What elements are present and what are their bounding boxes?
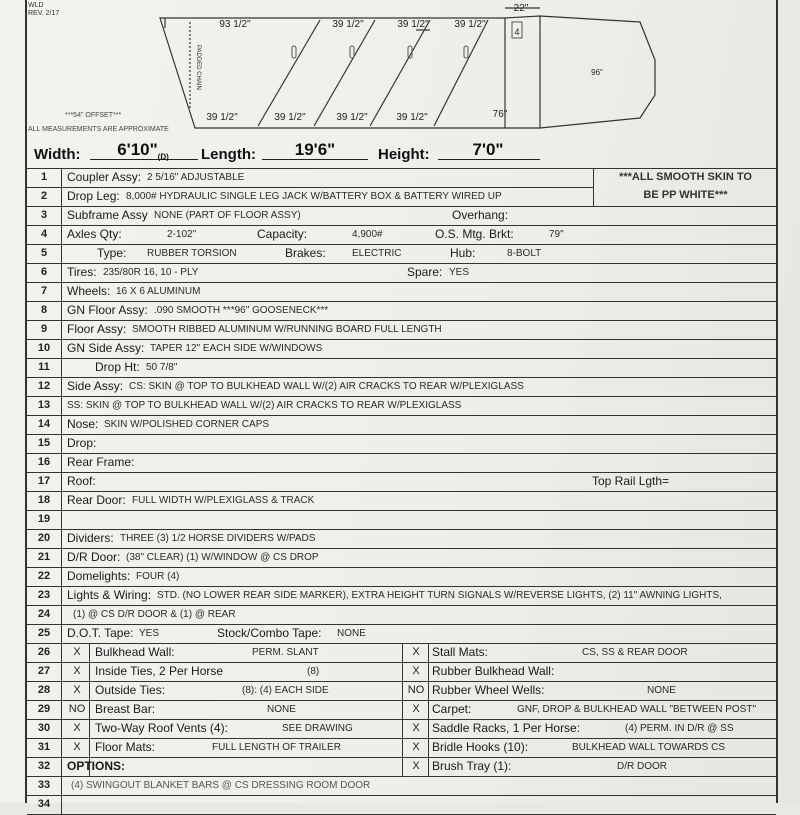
- option-value-right: NONE: [647, 685, 676, 696]
- row-label: Floor Assy:: [67, 322, 127, 336]
- row-number: 33: [27, 776, 62, 795]
- table-row: [27, 358, 776, 378]
- row-number: 12: [27, 377, 62, 396]
- dim-bottom-4: 39 1/2": [396, 112, 428, 123]
- row-label: D/R Door:: [67, 550, 121, 564]
- option-value-left: NONE: [267, 704, 296, 715]
- row-value: FOUR (4): [136, 571, 180, 582]
- dim-bottom-1: 39 1/2": [206, 112, 238, 123]
- row-number: 20: [27, 529, 62, 548]
- width-value-text: 6'10": [117, 140, 158, 159]
- col-divider: [89, 662, 90, 681]
- circled-count: 4: [514, 27, 520, 37]
- col-divider: [402, 700, 403, 719]
- row-label: GN Floor Assy:: [67, 303, 148, 317]
- col-divider: [428, 757, 429, 776]
- table-row: [27, 415, 776, 435]
- row-label-3: Hub:: [450, 246, 476, 260]
- col-divider: [89, 719, 90, 738]
- table-row: [27, 377, 776, 397]
- col-divider: [428, 662, 429, 681]
- option-label-right: Bridle Hooks (10):: [432, 740, 529, 754]
- row-number: 10: [27, 339, 62, 358]
- col-divider: [89, 738, 90, 757]
- row-number: 9: [27, 320, 62, 339]
- option-check-right: X: [412, 760, 420, 772]
- row-number: 34: [27, 795, 62, 814]
- table-row: [27, 339, 776, 359]
- row-value: 235/80R 16, 10 - PLY: [103, 267, 199, 278]
- length-value: 19'6": [294, 140, 336, 159]
- option-check-right: X: [412, 646, 420, 658]
- stall-divider-2: [314, 20, 375, 126]
- row-label: Side Assy:: [67, 379, 124, 393]
- row-value: SKIN W/POLISHED CORNER CAPS: [104, 419, 270, 430]
- row-number: 32: [27, 757, 62, 776]
- col-divider: [402, 643, 403, 662]
- table-row: [27, 472, 776, 492]
- option-row: [27, 681, 776, 701]
- col-divider: [428, 681, 429, 700]
- row-number: 27: [27, 662, 62, 681]
- row-label: Domelights:: [67, 569, 131, 583]
- option-label-left: Inside Ties, 2 Per Horse: [95, 664, 224, 678]
- stall-divider-3: [370, 20, 430, 126]
- row-number: 15: [27, 434, 62, 453]
- row-number: 24: [27, 605, 62, 624]
- row-number: 7: [27, 282, 62, 301]
- option-check-right: X: [412, 703, 420, 715]
- col-divider: [428, 738, 429, 757]
- row-label-2: Brakes:: [285, 246, 326, 260]
- offset-note: ***54" OFFSET***: [65, 112, 122, 119]
- col-divider: [402, 757, 403, 776]
- option-label-right: Stall Mats:: [432, 645, 489, 659]
- dim-bottom-2: 39 1/2": [274, 112, 306, 123]
- row-value: (38" CLEAR) (1) W/WINDOW @ CS DROP: [126, 552, 319, 563]
- option-row: [27, 662, 776, 682]
- col-divider: [428, 643, 429, 662]
- option-value-right: GNF, DROP & BULKHEAD WALL "BETWEEN POST": [517, 704, 756, 715]
- option-label-left: Two-Way Roof Vents (4):: [95, 721, 228, 735]
- row-number: 25: [27, 624, 62, 643]
- row-label: Drop Leg:: [67, 189, 120, 203]
- tie-ring-4: [464, 46, 468, 58]
- row-number: 4: [27, 225, 62, 244]
- gooseneck-outline: [505, 16, 655, 128]
- row-value: SMOOTH RIBBED ALUMINUM W/RUNNING BOARD FULL LENGTH: [132, 324, 442, 335]
- row-number: 28: [27, 681, 62, 700]
- width-suffix: (D): [157, 152, 169, 162]
- option-row: [27, 719, 776, 739]
- option-row: [27, 738, 776, 758]
- row-value: FULL WIDTH W/PLEXIGLASS & TRACK: [132, 495, 315, 506]
- table-row: [27, 282, 776, 302]
- table-row: [27, 776, 776, 796]
- option-label-left: Floor Mats:: [95, 740, 156, 754]
- option-value-left: FULL LENGTH OF TRAILER: [212, 742, 341, 753]
- option-value-right: CS, SS & REAR DOOR: [582, 647, 688, 658]
- approx-note: ALL MEASUREMENTS ARE APPROXIMATE: [28, 126, 169, 133]
- row-label: Drop Ht:: [95, 360, 140, 374]
- option-value-right: (4) PERM. IN D/R @ SS: [625, 723, 734, 734]
- row-label: Axles Qty:: [67, 227, 122, 241]
- option-value-left: (8): [307, 666, 320, 677]
- row-number: 23: [27, 586, 62, 605]
- row-value: TAPER 12" EACH SIDE W/WINDOWS: [150, 343, 323, 354]
- col-divider: [428, 700, 429, 719]
- row-label-2: Stock/Combo Tape:: [217, 626, 322, 640]
- smooth-skin-note-line2: BE PP WHITE***: [643, 189, 728, 201]
- option-row: [27, 757, 776, 777]
- option-check-left: X: [73, 665, 81, 677]
- row-number: 29: [27, 700, 62, 719]
- row-number: 19: [27, 510, 62, 529]
- row-value-3: 79": [549, 229, 564, 240]
- row-number: 21: [27, 548, 62, 567]
- stall-divider-4: [434, 20, 488, 126]
- row-value: 8,000# HYDRAULIC SINGLE LEG JACK W/BATTERY BOX & BATTERY WIRED UP: [126, 191, 502, 202]
- stall-divider-1: [258, 20, 320, 126]
- row-label: Tires:: [67, 265, 97, 279]
- option-row: [27, 643, 776, 663]
- table-row: [27, 396, 776, 416]
- table-row: [27, 795, 776, 815]
- row-label: Subframe Assy: [67, 208, 148, 222]
- row-number: 14: [27, 415, 62, 434]
- row-value: 50 7/8": [146, 362, 178, 373]
- row-value: (4) SWINGOUT BLANKET BARS @ CS DRESSING ROOM DOOR: [71, 780, 371, 791]
- table-row: [27, 605, 776, 625]
- option-label-left: OPTIONS:: [67, 759, 126, 773]
- dim-top-1: 93 1/2": [219, 19, 251, 30]
- row-number: 2: [27, 187, 62, 206]
- row-label: Roof:: [67, 474, 96, 488]
- option-check-right: X: [412, 722, 420, 734]
- row-value-2: NONE: [337, 628, 366, 639]
- row-value-2: ELECTRIC: [352, 248, 402, 259]
- option-row: [27, 700, 776, 720]
- row-value: NONE (PART OF FLOOR ASSY): [154, 210, 301, 221]
- row-label-2: Overhang:: [452, 208, 509, 222]
- row-value: STD. (NO LOWER REAR SIDE MARKER), EXTRA HEIGHT TURN SIGNALS W/REVERSE LIGHTS, (2) 11" AWNING LIGHTS,: [157, 590, 722, 601]
- row-label: D.O.T. Tape:: [67, 626, 134, 640]
- row-number: 31: [27, 738, 62, 757]
- table-row: [27, 529, 776, 549]
- option-label-right: Saddle Racks, 1 Per Horse:: [432, 721, 581, 735]
- col-divider: [89, 700, 90, 719]
- table-row: [27, 320, 776, 340]
- option-value-left: PERM. SLANT: [252, 647, 319, 658]
- table-row: [27, 491, 776, 511]
- option-label-right: Rubber Bulkhead Wall:: [432, 664, 555, 678]
- dim-top-5: 22": [513, 3, 529, 14]
- row-number: 8: [27, 301, 62, 320]
- row-label-2: Spare:: [407, 265, 443, 279]
- table-row: [27, 567, 776, 587]
- row-value-3: 8-BOLT: [507, 248, 542, 259]
- table-row: [27, 301, 776, 321]
- option-check-left: X: [73, 646, 81, 658]
- table-row: [27, 244, 776, 264]
- row-label: Wheels:: [67, 284, 111, 298]
- row-value: CS: SKIN @ TOP TO BULKHEAD WALL W/(2) AIR CRACKS TO REAR W/PLEXIGLASS: [129, 381, 524, 392]
- option-label-right: Brush Tray (1):: [432, 759, 512, 773]
- option-check-right: X: [412, 665, 420, 677]
- length-label: Length:: [201, 146, 256, 163]
- col-divider: [428, 719, 429, 738]
- gooseneck-dim: 96": [591, 68, 603, 77]
- option-check-right: X: [412, 741, 420, 753]
- row-value: THREE (3) 1/2 HORSE DIVIDERS W/PADS: [120, 533, 316, 544]
- row-label: Type:: [97, 246, 127, 260]
- row-number: 30: [27, 719, 62, 738]
- row-label: Rear Door:: [67, 493, 126, 507]
- option-value-left: SEE DRAWING: [282, 723, 353, 734]
- table-row: [27, 624, 776, 644]
- col-divider: [402, 681, 403, 700]
- row-number: 17: [27, 472, 62, 491]
- dimensions-row: [28, 140, 588, 168]
- option-label-right: Rubber Wheel Wells:: [432, 683, 545, 697]
- row-number: 6: [27, 263, 62, 282]
- dim-top-2: 39 1/2": [332, 19, 364, 30]
- option-value-right: BULKHEAD WALL TOWARDS CS: [572, 742, 725, 753]
- width-value: [108, 140, 178, 161]
- table-row: [27, 434, 776, 454]
- row-number: 11: [27, 358, 62, 377]
- row-number: 26: [27, 643, 62, 662]
- row-value: 16 X 6 ALUMINUM: [116, 286, 201, 297]
- row-number: 18: [27, 491, 62, 510]
- row-value-2: YES: [449, 267, 470, 278]
- option-value-left: (8): (4) EACH SIDE: [242, 685, 329, 696]
- height-value: 7'0": [472, 140, 504, 159]
- col-divider: [402, 738, 403, 757]
- height-label: Height:: [378, 146, 430, 163]
- option-check-left: X: [73, 722, 81, 734]
- table-row: [27, 187, 593, 207]
- row-label: Rear Frame:: [67, 455, 135, 469]
- row-label: Dividers:: [67, 531, 114, 545]
- table-row: [27, 263, 776, 283]
- table-row: [27, 225, 776, 245]
- row-label-2: Capacity:: [257, 227, 308, 241]
- row-value-2: 4,900#: [352, 229, 383, 240]
- width-label: Width:: [34, 146, 81, 163]
- tie-ring-2: [350, 46, 354, 58]
- row-label: GN Side Assy:: [67, 341, 145, 355]
- option-label-right: Carpet:: [432, 702, 472, 716]
- option-label-left: Bulkhead Wall:: [95, 645, 175, 659]
- row-value: RUBBER TORSION: [147, 248, 237, 259]
- row-label: Lights & Wiring:: [67, 588, 152, 602]
- row-number: 3: [27, 206, 62, 225]
- row-label: Nose:: [67, 417, 99, 431]
- row-label: Drop:: [67, 436, 97, 450]
- row-value: (1) @ CS D/R DOOR & (1) @ REAR: [73, 609, 236, 620]
- option-check-left: NO: [68, 703, 86, 715]
- row-value: SS: SKIN @ TOP TO BULKHEAD WALL W/(2) AIR CRACKS TO REAR W/PLEXIGLASS: [67, 400, 462, 411]
- table-row: [27, 510, 776, 530]
- row-value: 2-102": [167, 229, 197, 240]
- smooth-skin-note-line1: ***ALL SMOOTH SKIN TO: [619, 171, 752, 183]
- dim-top-3: 39 1/2": [397, 19, 429, 30]
- option-check-left: X: [73, 741, 81, 753]
- row-number: 1: [27, 168, 62, 187]
- col-divider: [89, 681, 90, 700]
- table-row: [27, 168, 593, 188]
- row-value: 2 5/16" ADJUSTABLE: [147, 172, 245, 183]
- dim-top-4: 39 1/2": [454, 19, 486, 30]
- row-number: 16: [27, 453, 62, 472]
- option-value-right: D/R DOOR: [617, 761, 667, 772]
- row-label-2: Top Rail Lgth=: [592, 474, 670, 488]
- option-check-right: NO: [407, 684, 425, 696]
- col-divider: [402, 719, 403, 738]
- dim-bottom-5: 76": [492, 109, 508, 120]
- row-number: 5: [27, 244, 62, 263]
- row-value: .090 SMOOTH ***96" GOOSENECK***: [154, 305, 329, 316]
- spec-table: [27, 168, 776, 810]
- col-divider: [402, 662, 403, 681]
- col-divider: [89, 643, 90, 662]
- option-label-left: Breast Bar:: [95, 702, 156, 716]
- dim-bottom-3: 39 1/2": [336, 112, 368, 123]
- row-number: 13: [27, 396, 62, 415]
- table-row: [27, 548, 776, 568]
- smooth-skin-note: [593, 168, 777, 207]
- form-revision: REV. 2/17: [28, 10, 60, 17]
- tie-ring-1: [292, 46, 296, 58]
- table-row: [27, 206, 776, 226]
- table-row: [27, 453, 776, 473]
- padded-chain-label: PADDED CHAIN: [195, 45, 201, 90]
- option-check-left: X: [73, 684, 81, 696]
- row-label: Coupler Assy:: [67, 170, 142, 184]
- row-number: 22: [27, 567, 62, 586]
- row-label-3: O.S. Mtg. Brkt:: [435, 227, 514, 241]
- table-row: [27, 586, 776, 606]
- form-code-line: WLD: [28, 2, 44, 9]
- row-value: YES: [139, 628, 160, 639]
- option-label-left: Outside Ties:: [95, 683, 166, 697]
